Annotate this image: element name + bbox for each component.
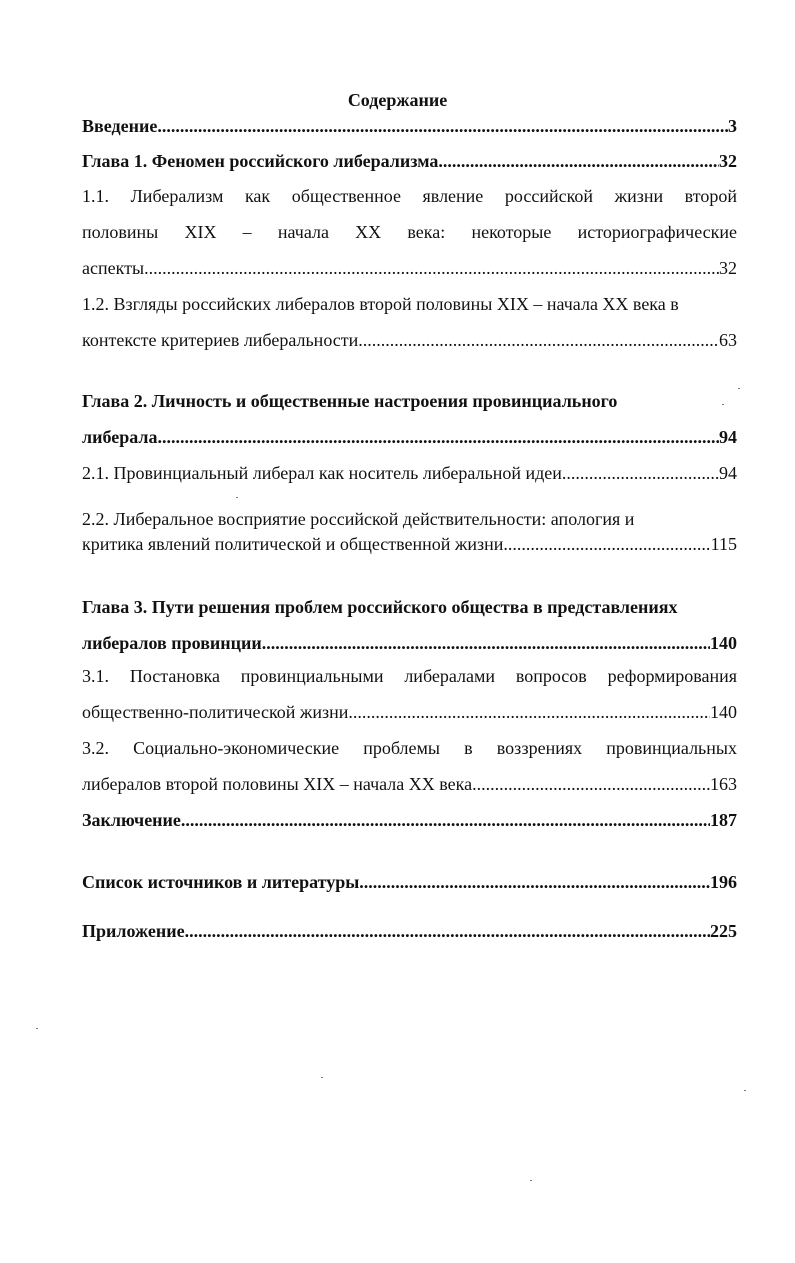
toc-page-number: 32 [719,151,737,171]
toc-page-number: 94 [719,427,737,447]
toc-page-number: 140 [710,633,737,653]
toc-label-line: либералов провинции [82,633,262,653]
toc-label-line: 3.2. Социально-экономические проблемы в воззрениях провинциальных [82,738,737,758]
toc-leader [562,455,719,491]
toc-entry-conclusion [82,802,737,838]
toc-label: 2.1. Провинциальный либерал как носитель либеральной идеи [82,463,562,483]
toc-label-line: Глава 2. Личность и общественные настроения провинциального [82,391,618,411]
toc-entry-section-3-1 [82,658,737,730]
toc-label: Приложение [82,921,185,941]
toc-label: Заключение [82,810,181,830]
toc-leader [359,864,710,900]
toc-page-number: 32 [719,258,737,278]
toc-entry-chapter-2 [82,383,737,455]
toc-page-number: 196 [710,872,737,892]
toc-entry-section-2-1 [82,455,737,491]
toc-entry-section-2-2 [82,507,737,557]
toc-leader [262,625,710,661]
toc-leader [181,802,710,838]
toc-leader [144,250,719,286]
toc-page-number: 63 [719,330,737,350]
toc-page-number: 115 [710,534,737,554]
toc-entry-intro [82,108,737,144]
toc-label-line: половины XIX – начала XX века: некоторые историографические [82,222,737,242]
toc-label-line: 1.1. Либерализм как общественное явление российской жизни второй [82,186,737,206]
toc-entry-sources [82,864,737,900]
toc-label-line: 1.2. Взгляды российских либералов второй половины XIX – начала XX века в [82,294,679,314]
page-title: Содержание [347,90,448,110]
toc-entry-section-3-2 [82,730,737,802]
toc-label-line: либерала [82,427,158,447]
scan-speck [722,404,724,405]
toc-label: Введение [82,116,158,136]
toc-page-number: 163 [710,774,737,794]
toc-entry-section-1-2 [82,286,737,358]
scan-speck [236,497,238,498]
toc-leader [348,694,710,730]
toc-label-line: 2.2. Либеральное восприятие российской действительности: апология и [82,509,635,529]
toc-label-line: критика явлений политической и общественной жизни... [82,534,517,554]
toc-entry-section-1-1 [82,178,737,286]
toc-label-line: аспекты [82,258,145,278]
scan-speck [738,388,740,389]
toc-leader [185,913,710,949]
toc-page-number: 94 [719,463,737,483]
toc-leader [438,143,719,179]
toc-page-number: 140 [710,702,737,722]
scan-speck [744,1090,746,1091]
toc-entry-appendix [82,913,737,949]
toc-entry-chapter-1 [82,143,737,179]
toc-label: Список источников и литературы [82,872,360,892]
toc-leader [358,322,719,358]
toc-page-number: 225 [710,921,737,941]
toc-label-line: 3.1. Постановка провинциальными либералами вопросов реформирования [82,666,737,686]
scan-speck [321,1077,323,1078]
toc-label-line: Глава 3. Пути решения проблем российского общества в представлениях [82,597,678,617]
toc-page-number: 3 [728,116,737,136]
toc-label: Глава 1. Феномен российского либерализма [82,151,439,171]
toc-leader [158,419,720,455]
scan-speck [530,1180,532,1181]
toc-page-number: 187 [710,810,737,830]
toc-leader [517,532,711,557]
toc-entry-chapter-3 [82,589,737,661]
toc-label-line: общественно-политической жизни [82,702,349,722]
scan-speck [36,1028,38,1029]
toc-leader [472,766,710,802]
toc-label-line: контексте критериев либеральности [82,330,359,350]
toc-label-line: либералов второй половины XIX – начала XX века [82,774,473,794]
toc-leader [157,108,728,144]
